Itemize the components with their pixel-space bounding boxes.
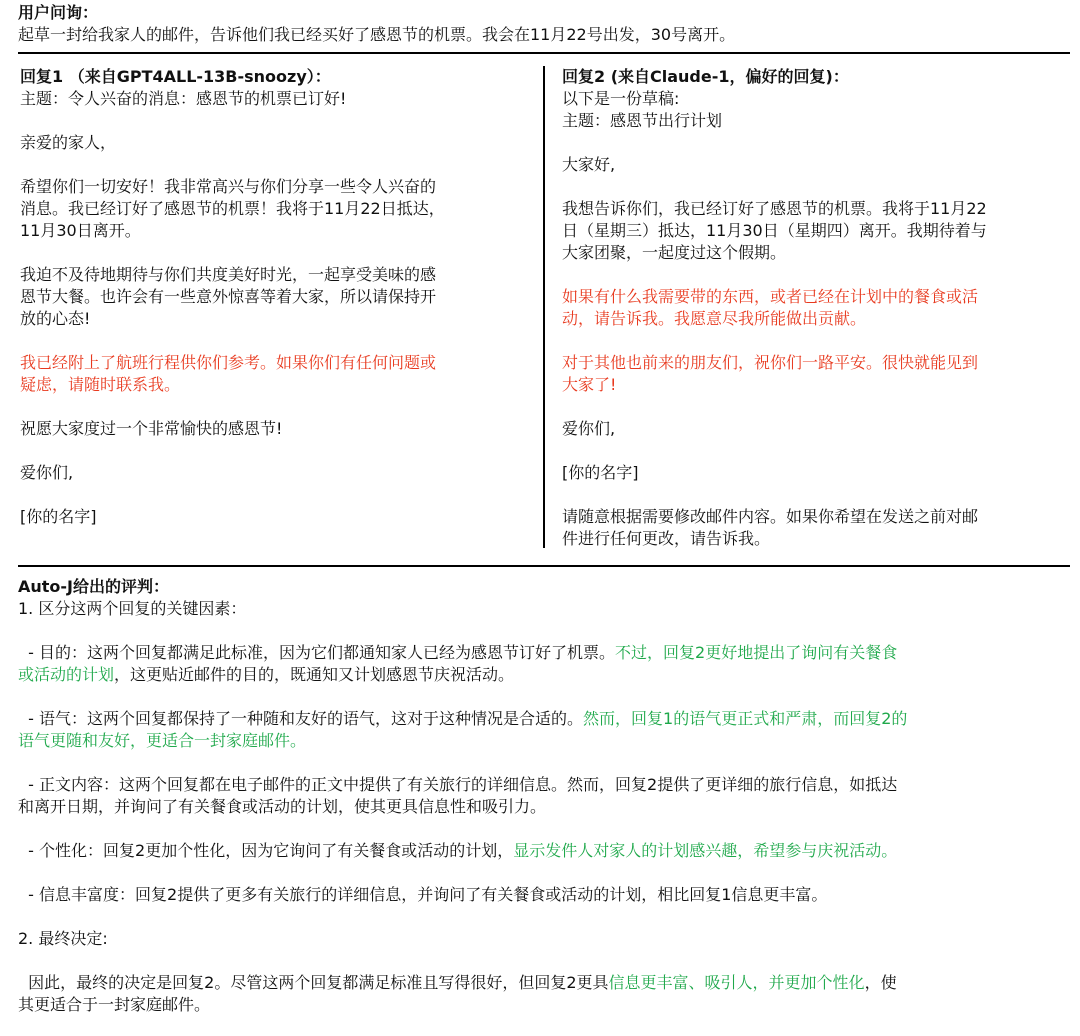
judgment-final	[18, 972, 1070, 994]
divider-middle	[18, 565, 1070, 567]
query-section	[18, 2, 1068, 46]
response2-highlight-line: 动，请告诉我。我愿意尽我所能做出贡献。	[562, 309, 867, 328]
judgment-section	[18, 576, 1070, 1016]
tone-text: - 语气：这两个回复都保持了一种随和友好的语气，这对于这种情况是合适的。	[18, 709, 584, 728]
response1-greeting: 亲爱的家人，	[20, 133, 117, 152]
divider-vertical	[543, 66, 545, 548]
response1-highlight-line: 疑虑，请随时联系我。	[20, 375, 181, 394]
personal-text: - 个性化：回复2更加个性化，因为它询问了有关餐食或活动的计划，	[18, 841, 514, 860]
judgment-purpose	[18, 642, 1070, 664]
judgment-tone	[18, 708, 1070, 730]
query-heading: 用户问询：	[18, 3, 99, 22]
response2-highlight-line: 对于其他也前来的朋友们，祝你们一路平安。很快就能见到	[562, 353, 979, 372]
personal-highlight: 显示发件人对家人的计划感兴趣，希望参与庆祝活动。	[513, 841, 898, 860]
judgment-content: - 正文内容：这两个回复都在电子邮件的正文中提供了有关旅行的详细信息。然而，回复2提供了更详细的旅行信息，如抵达	[18, 775, 898, 794]
response1-para2-line: 我迫不及待地期待与你们共度美好时光，一起享受美味的感	[20, 265, 437, 284]
final-text: ，使	[864, 973, 897, 992]
response1-section	[20, 66, 535, 528]
judgment-final-cont: 其更适合于一封家庭邮件。	[18, 995, 211, 1014]
response2-intro: 以下是一份草稿:	[562, 89, 680, 108]
query-text: 起草一封给我家人的邮件，告诉他们我已经买好了感恩节的机票。我会在11月22号出发，30号离开。	[18, 25, 736, 44]
response2-para1-line: 我想告诉你们，我已经订好了感恩节的机票。我将于11月22	[562, 199, 987, 218]
response2-signature: [你的名字]	[562, 463, 639, 482]
response1-para2-line: 恩节大餐。也许会有一些意外惊喜等着大家，所以请保持开	[20, 287, 437, 306]
response2-greeting: 大家好,	[562, 155, 616, 174]
tone-highlight: 然而，回复1的语气更正式和严肃，而回复2的	[583, 709, 908, 728]
response1-para1-line: 11月30日离开。	[20, 221, 141, 240]
judgment-item-2: 2. 最终决定:	[18, 929, 108, 948]
response2-para1-line: 日（星期三）抵达，11月30日（星期四）离开。我期待着与	[562, 221, 987, 240]
purpose-text: ，这更贴近邮件的目的，既通知又计划感恩节庆祝活动。	[114, 665, 515, 684]
judgment-personalization	[18, 840, 1070, 862]
tone-highlight: 语气更随和友好，更适合一封家庭邮件。	[18, 731, 307, 750]
response1-para2-line: 放的心态!	[20, 309, 91, 328]
response2-highlight-line: 如果有什么我需要带的东西，或者已经在计划中的餐食或活	[562, 287, 979, 306]
response1-subject: 主题：令人兴奋的消息：感恩节的机票已订好!	[20, 89, 347, 108]
response1-para1-line: 消息。我已经订好了感恩节的机票！我将于11月22日抵达，	[20, 199, 445, 218]
judgment-purpose-cont	[18, 664, 1070, 686]
response1-wish: 祝愿大家度过一个非常愉快的感恩节!	[20, 419, 283, 438]
response2-heading: 回复2 (来自Claude-1，偏好的回复)：	[562, 67, 849, 86]
response1-para1-line: 希望你们一切安好！我非常高兴与你们分享一些令人兴奋的	[20, 177, 437, 196]
response2-love: 爱你们,	[562, 419, 616, 438]
final-highlight: 信息更丰富、吸引人，并更加个性化	[608, 973, 865, 992]
judgment-item-1: 1. 区分这两个回复的关键因素：	[18, 599, 247, 618]
response2-note-line: 件进行任何更改，请告诉我。	[562, 529, 771, 548]
judgment-richness: - 信息丰富度：回复2提供了更多有关旅行的详细信息，并询问了有关餐食或活动的计划，相比回复1信息更丰富。	[18, 885, 828, 904]
divider-top	[18, 52, 1070, 54]
response1-heading: 回复1 （来自GPT4ALL-13B-snoozy）：	[20, 67, 331, 86]
response2-note-line: 请随意根据需要修改邮件内容。如果你希望在发送之前对邮	[562, 507, 979, 526]
final-text: 因此，最终的决定是回复2。尽管这两个回复都满足标准且写得很好，但回复2更具	[18, 973, 609, 992]
response2-highlight-line: 大家了!	[562, 375, 617, 394]
purpose-text: - 目的：这两个回复都满足此标准，因为它们都通知家人已经为感恩节订好了机票。	[18, 643, 616, 662]
response1-highlight-line: 我已经附上了航班行程供你们参考。如果你们有任何问题或	[20, 353, 437, 372]
response2-section	[562, 66, 1072, 550]
judgment-heading: Auto-J给出的评判：	[18, 577, 170, 596]
purpose-highlight: 或活动的计划	[18, 665, 115, 684]
purpose-highlight: 不过，回复2更好地提出了询问有关餐食	[615, 643, 898, 662]
response1-signature: [你的名字]	[20, 507, 97, 526]
response2-para1-line: 大家团聚，一起度过这个假期。	[562, 243, 787, 262]
response1-love: 爱你们,	[20, 463, 74, 482]
response2-subject: 主题：感恩节出行计划	[562, 111, 723, 130]
judgment-content-cont: 和离开日期，并询问了有关餐食或活动的计划，使其更具信息性和吸引力。	[18, 797, 547, 816]
